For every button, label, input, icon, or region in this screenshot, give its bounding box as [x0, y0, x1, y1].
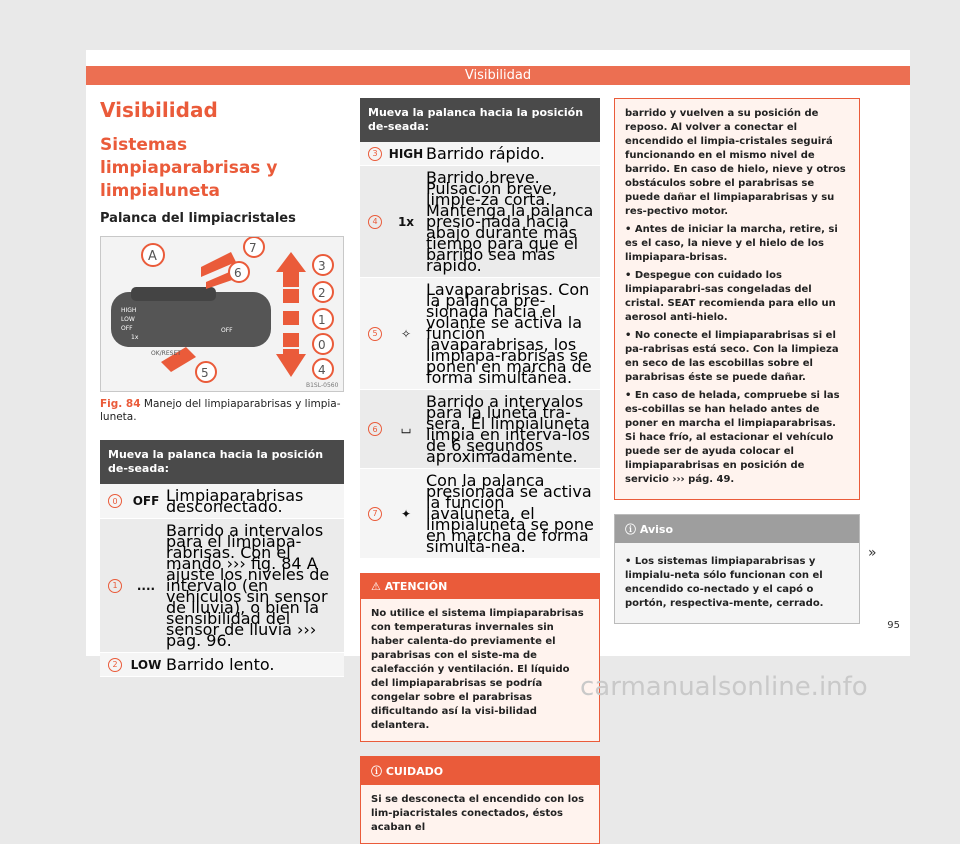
caution-box: [360, 756, 600, 844]
row-description: Barrido breve. Pulsación breve, limpie-za corta. Mantenga la palanca presio-nada hacia abajo durante más tiempo para que el barrido sea más rápido.: [426, 168, 594, 275]
svg-text:1x: 1x: [131, 334, 139, 341]
note-bullets: [625, 555, 849, 611]
row-number: 4: [360, 166, 390, 277]
table-row: [360, 142, 600, 166]
continuation-chevron: »: [868, 545, 877, 561]
bullet-list: [625, 223, 849, 487]
svg-text:HIGH: HIGH: [121, 307, 137, 314]
note-title: ⓘ Aviso: [615, 515, 859, 543]
section-title: Sistemas limpiaparabrisas y limpialuneta: [100, 135, 278, 201]
label-a: A: [148, 249, 157, 264]
wiper-stalk-figure: [100, 236, 344, 392]
row-symbol: 1x: [397, 214, 415, 229]
svg-text:7: 7: [249, 241, 257, 255]
row-number: 0: [100, 484, 130, 518]
row-description: Barrido a intervalos para la luneta tra-sera. El limpialuneta limpia en interva-los de 6 segundos aproximadamente.: [426, 392, 590, 466]
svg-text:6: 6: [234, 266, 242, 280]
column-2: [360, 98, 600, 844]
row-symbol: ✦: [400, 506, 412, 521]
bullet-item: • En caso de helada, compruebe si las es-cobillas se han helado antes de poner en marcha el limpiaparabrisas. Si hace frío, al estacionar el vehículo puede ser de ayuda colocar el limpiaparabrisas en posición de servicio ››› pág. 49.: [625, 390, 840, 485]
subsection-title: Palanca del limpiacristales: [100, 211, 296, 226]
svg-text:B1SL-0560: B1SL-0560: [306, 382, 339, 389]
svg-text:OFF: OFF: [221, 327, 233, 334]
continued-text: barrido y vuelven a su posición de reposo. Al volver a conectar el encendido el limpia-cristales seguirá funcionando en el mismo nivel de barrido. En caso de hielo, nieve y otros obstáculos sobre el parabrisas se puede dañar el limpiaparabrisas y su res-pectivo motor.: [625, 108, 846, 217]
row-description: Barrido a intervalos para el limpiapa-rabrisas. Con el mando ››› fig. 84 A ajuste los niveles de intervalo (en vehículos sin sensor de lluvia), o bien la sensibilidad del sensor de lluvia ››› pág. 96.: [166, 521, 330, 650]
figure-caption: [100, 398, 344, 424]
table-row: [100, 653, 344, 677]
note-box: [614, 514, 860, 624]
table-head: Mueva la palanca hacia la posición de-seada:: [360, 98, 600, 142]
bullet-item: • Antes de iniciar la marcha, retire, si es el caso, la nieve y el hielo de los limpiapara-brisas.: [625, 224, 838, 263]
row-symbol: LOW: [130, 657, 162, 672]
table-left: [100, 440, 344, 677]
column-1: [100, 98, 344, 677]
table-row: [360, 166, 600, 278]
row-description: Limpiaparabrisas desconectado.: [166, 486, 304, 516]
row-symbol: HIGH: [388, 146, 424, 161]
warning-title: ⚠ ATENCIÓN: [361, 574, 599, 599]
page-header: Visibilidad: [86, 66, 910, 85]
wiper-stalk-illustration: [101, 237, 343, 391]
table-rows: [360, 142, 600, 559]
caution-title: ⓘ CUIDADO: [361, 757, 599, 785]
caption-text: Manejo del limpiaparabrisas y limpia-luneta.: [100, 398, 341, 423]
bullet-item: • Despegue con cuidado los limpiaparabri-sas congeladas del cristal. SEAT recomienda para ello un aerosol anti-hielo.: [625, 270, 836, 323]
svg-text:0: 0: [318, 338, 326, 352]
row-symbol: ⌴: [401, 421, 411, 436]
continued-body: [615, 99, 859, 499]
table-rows: [100, 484, 344, 677]
svg-text:5: 5: [201, 366, 209, 380]
row-number: 3: [360, 142, 390, 165]
row-number: 5: [360, 278, 390, 389]
svg-text:LOW: LOW: [121, 316, 135, 323]
row-symbol: ✧: [400, 326, 412, 341]
row-description: Lavaparabrisas. Con la palanca pre-sionada hacia el volante se activa la función lavaparabrisas, los limpiapa-rabrisas se ponen en marcha de forma simultánea.: [426, 280, 592, 387]
row-description: Barrido rápido.: [426, 144, 545, 163]
continued-box: [614, 98, 860, 500]
page-number: 95: [887, 620, 900, 631]
warning-box: [360, 573, 600, 742]
warning-body: No utilice el sistema limpiaparabrisas con temperaturas invernales sin haber calenta-do previamente el parabrisas con el siste-ma de calefacción y ventilación. El líquido del limpiaparabrisas se podría congelar sobre el parabrisas dificultando así la visi-bilidad delantera.: [361, 599, 599, 741]
table-head: Mueva la palanca hacia la posición de-seada:: [100, 440, 344, 484]
row-symbol: ....: [136, 578, 156, 593]
row-number: 1: [100, 519, 130, 652]
table-row: [360, 469, 600, 559]
row-description: Con la palanca presionada se activa la función lavaluneta, el limpialuneta se pone en marcha de forma simultá-nea.: [426, 471, 594, 556]
svg-text:OK/RESET: OK/RESET: [151, 350, 181, 357]
bullet-item: • No conecte el limpiaparabrisas si el pa-rabrisas está seco. Con la limpieza en seco de las escobillas sobre el parabrisas éste se puede dañar.: [625, 330, 839, 383]
watermark: carmanualsonline.info: [580, 672, 868, 702]
svg-text:1: 1: [318, 313, 326, 327]
table-row: [360, 278, 600, 390]
figure-ref: Fig. 84: [100, 398, 141, 410]
note-body: [615, 543, 859, 623]
table-row: [100, 519, 344, 653]
svg-text:3: 3: [318, 259, 326, 273]
row-number: 6: [360, 390, 390, 468]
svg-text:4: 4: [318, 363, 326, 377]
svg-text:OFF: OFF: [121, 325, 133, 332]
row-number: 2: [100, 653, 130, 676]
note-bullet-item: • Los sistemas limpiaparabrisas y limpialu-neta sólo funcionan con el encendido co-nectado y el capó o portón, respectiva-mente, cerrado.: [625, 556, 824, 609]
column-3: [614, 98, 860, 624]
row-symbol: OFF: [132, 494, 160, 508]
table-row: [100, 484, 344, 519]
row-number: 7: [360, 469, 390, 558]
table-row: [360, 390, 600, 469]
svg-text:2: 2: [318, 286, 326, 300]
caution-body: Si se desconecta el encendido con los lim-piacristales conectados, éstos acaban el: [361, 785, 599, 843]
page-title: Visibilidad: [100, 98, 218, 122]
row-description: Barrido lento.: [166, 655, 275, 674]
